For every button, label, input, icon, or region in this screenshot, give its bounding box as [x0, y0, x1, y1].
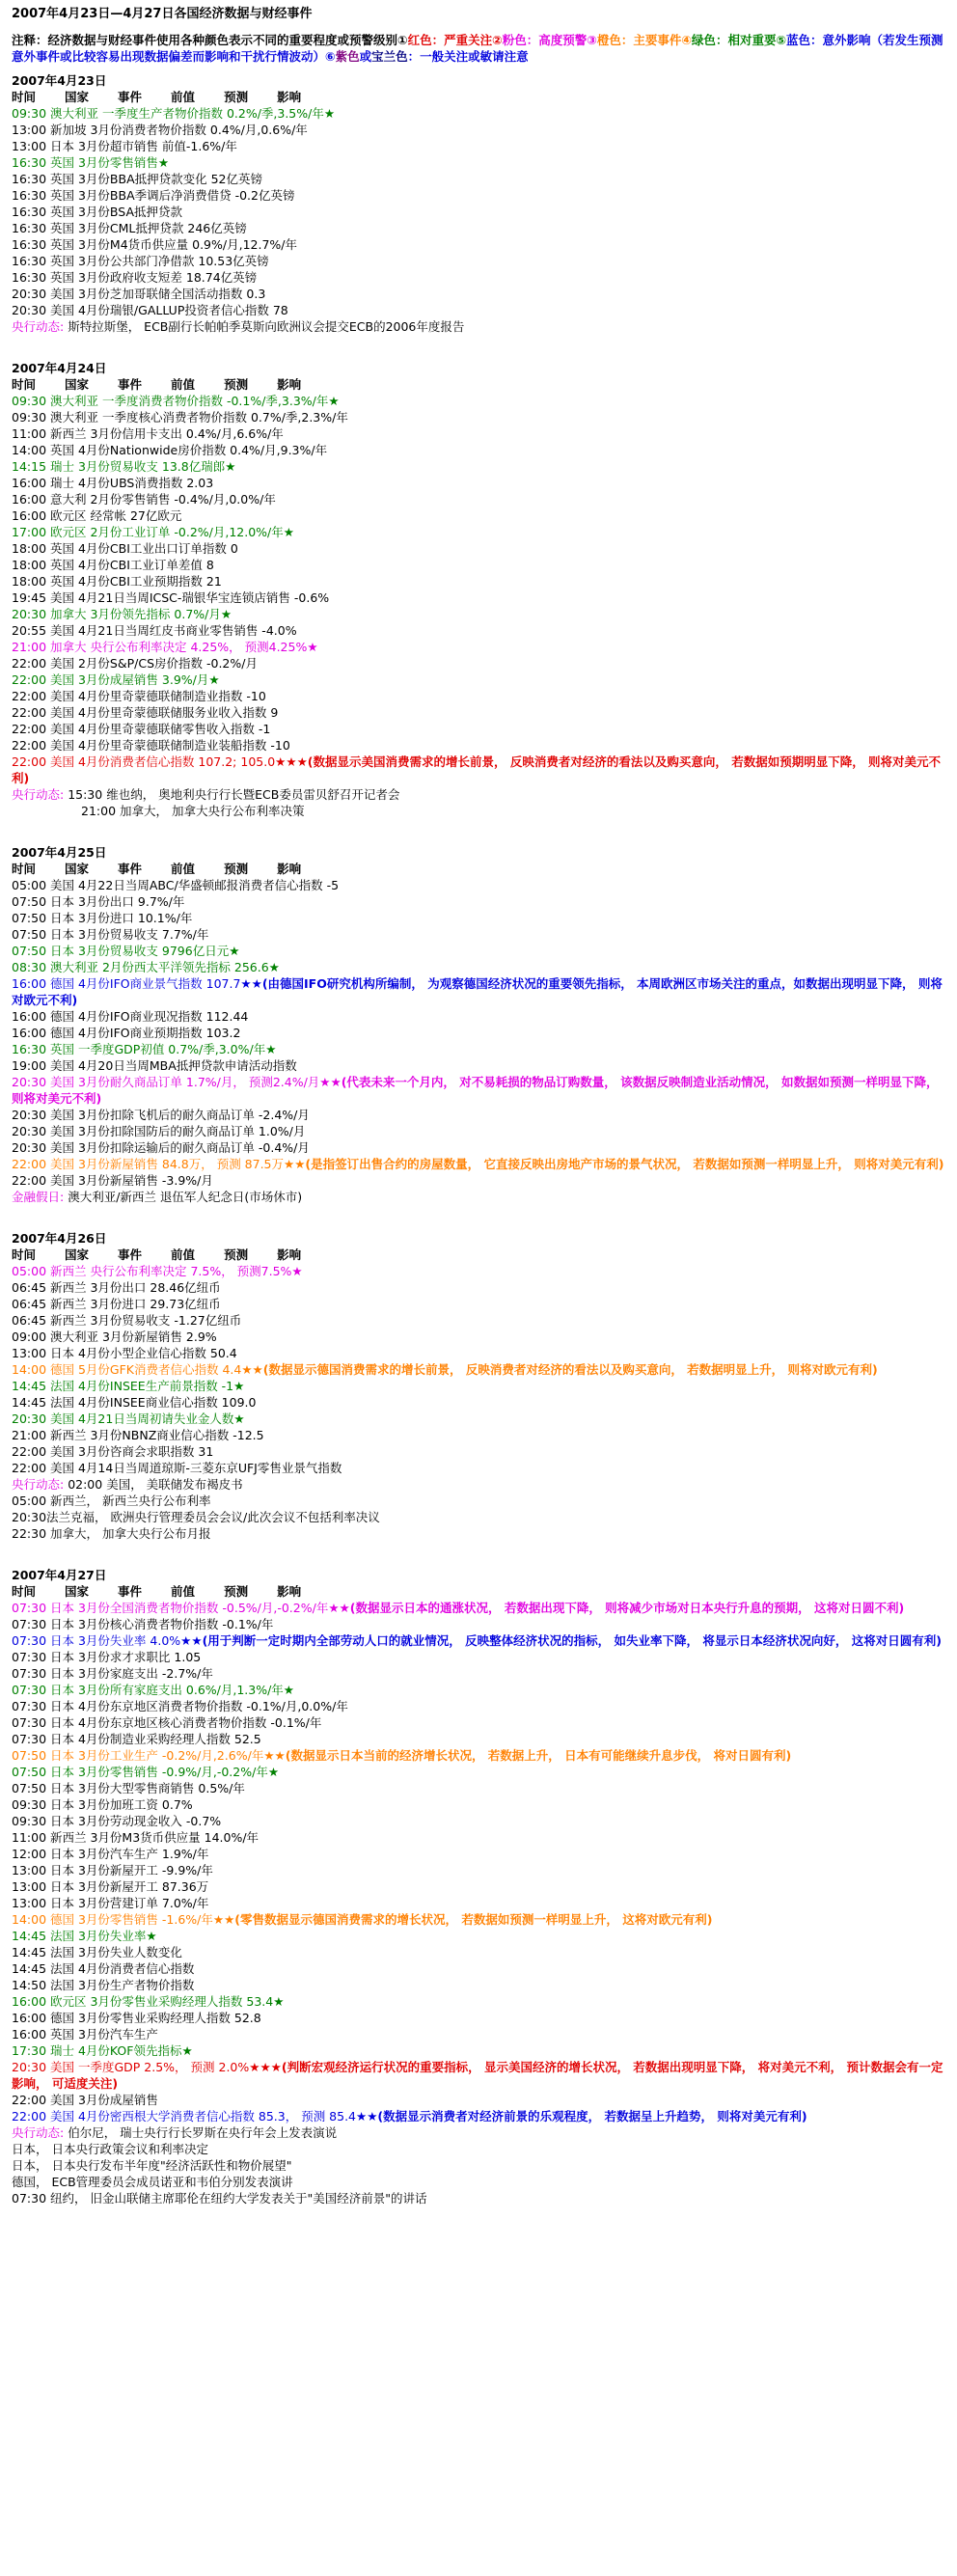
event-row: [12, 1139, 945, 1156]
day-date: 2007年4月25日: [12, 845, 107, 860]
event-text: 21:00 新西兰 3月份NBNZ商业信心指数 -12.5: [12, 1428, 264, 1442]
event-row: [12, 269, 945, 286]
event-row: [12, 1057, 945, 1074]
note-segment: ：相对重要⑤: [715, 33, 787, 47]
event-row: [12, 204, 945, 220]
event-text: 07:30 日本 4月份东京地区核心消费者物价指数 -0.1%/年: [12, 1715, 322, 1730]
header-cell: 国家: [65, 862, 90, 876]
event-text: 09:30 澳大利亚 一季度核心消费者物价指数 0.7%/季,2.3%/年: [12, 410, 348, 425]
event-row: [12, 1041, 945, 1057]
event-text: 16:30 英国 3月份BBA抵押贷款变化 52亿英镑: [12, 172, 263, 186]
event-row: [12, 1698, 945, 1714]
event-text: 22:00 美国 4月份密西根大学消费者信心指数 85.3， 预测 85.4★★: [12, 2109, 378, 2124]
event-text: 11:00 新西兰 3月份信用卡支出 0.4%/月,6.6%/年: [12, 426, 284, 441]
event-row: [12, 1008, 945, 1025]
event-row: [12, 1329, 945, 1345]
day-date: 2007年4月23日: [12, 73, 107, 88]
event-row: [12, 1025, 945, 1041]
event-row: [12, 1172, 945, 1189]
note-segment: 粉色: [502, 33, 527, 47]
event-text: 22:00 美国 4月份消费者信心指数 107.2; 105.0★★★: [12, 754, 308, 769]
dynamics-label: 央行动态:: [12, 1477, 65, 1492]
event-row: [12, 959, 945, 975]
dynamics-line: 07:30 纽约， 旧金山联储主席耶伦在纽约大学发表关于"美国经济前景"的讲话: [12, 2191, 427, 2206]
event-text: 18:00 英国 4月份CBI工业订单差值 8: [12, 558, 214, 572]
dynamics-text: 斯特拉斯堡， ECB副行长帕帕季莫斯向欧洲议会提交ECB的2006年度报告: [64, 319, 465, 334]
header-cell: 前值: [171, 1584, 196, 1599]
event-row: [12, 236, 945, 253]
event-text: 20:30 美国 4月21日当周初请失业金人数★: [12, 1411, 245, 1426]
event-row: [12, 2092, 945, 2108]
event-row: [12, 1411, 945, 1427]
event-comment: (判断宏观经济运行状况的重要指标， 显示美国经济的增长状况， 若数据出现明显下降， 将对美元不利， 预计数据会有一定影响， 可适度关注): [12, 2060, 943, 2091]
event-row: [12, 557, 945, 573]
event-text: 17:30 瑞士 4月份KOF领先指标★: [12, 2043, 193, 2058]
central-bank-dynamics: [12, 1476, 945, 1493]
header-cell: 前值: [171, 862, 196, 876]
event-text: 07:30 日本 3月份全国消费者物价指数 -0.5%/月,-0.2%/年★★: [12, 1601, 350, 1615]
event-text: 20:30 美国 4月份瑞银/GALLUP投资者信心指数 78: [12, 303, 288, 317]
event-text: 16:30 英国 一季度GDP初值 0.7%/季,3.0%/年★: [12, 1042, 277, 1056]
event-text: 16:00 欧元区 经常帐 27亿欧元: [12, 508, 182, 523]
event-text: 20:30 美国 3月份扣除飞机后的耐久商品订单 -2.4%/月: [12, 1108, 310, 1122]
column-header: [12, 89, 945, 105]
event-text: 20:30 加拿大 3月份领先指标 0.7%/月★: [12, 607, 232, 621]
header-cell: 预测: [224, 90, 249, 104]
event-text: 07:50 日本 3月份进口 10.1%/年: [12, 911, 193, 925]
note-segment: 红色: [407, 33, 432, 47]
note-segment: 或: [359, 49, 372, 64]
event-row: [12, 1361, 945, 1378]
header-cell: 国家: [65, 1247, 90, 1262]
event-text: 16:30 英国 3月份公共部门净借款 10.53亿英镑: [12, 254, 269, 268]
event-text: 07:30 日本 3月份求才求职比 1.05: [12, 1650, 202, 1664]
event-text: 09:30 日本 3月份加班工资 0.7%: [12, 1797, 193, 1812]
event-text: 07:30 日本 4月份制造业采购经理人指数 52.5: [12, 1732, 261, 1746]
event-row: [12, 737, 945, 754]
event-row: [12, 1993, 945, 2010]
event-row: [12, 1682, 945, 1698]
header-cell: 影响: [277, 377, 302, 392]
event-text: 14:45 法国 3月份失业人数变化: [12, 1945, 182, 1959]
event-row: [12, 589, 945, 606]
event-row: [12, 1796, 945, 1813]
event-row: [12, 425, 945, 442]
event-row: [12, 491, 945, 507]
header-cell: 事件: [118, 1584, 143, 1599]
event-text: 13:00 日本 4月份小型企业信心指数 50.4: [12, 1346, 237, 1360]
dynamics-text: 澳大利亚/新西兰 退伍军人纪念日(市场休市): [64, 1190, 303, 1204]
day-section: [12, 360, 945, 819]
event-text: 07:50 日本 3月份出口 9.7%/年: [12, 894, 185, 909]
header-cell: 国家: [65, 1584, 90, 1599]
event-row: [12, 409, 945, 425]
event-row: [12, 1747, 945, 1764]
dynamics-label: 央行动态:: [12, 787, 65, 802]
event-row: [12, 286, 945, 302]
event-text: 20:30 美国 3月份芝加哥联储全国活动指数 0.3: [12, 287, 266, 301]
event-text: 07:50 日本 3月份贸易收支 7.7%/年: [12, 927, 209, 942]
dynamics-line: 日本， 日本央行政策会议和利率决定: [12, 2142, 208, 2156]
event-text: 07:50 日本 3月份零售销售 -0.9%/月,-0.2%/年★: [12, 1765, 280, 1779]
event-text: 09:00 澳大利亚 3月份新屋销售 2.9%: [12, 1329, 217, 1344]
event-text: 20:30 美国 3月份扣除国防后的耐久商品订单 1.0%/月: [12, 1124, 306, 1138]
note-segment: ：一般关注或敏请注意: [407, 49, 529, 64]
event-text: 14:45 法国 4月份消费者信心指数: [12, 1961, 195, 1976]
event-row: [12, 1616, 945, 1632]
event-text: 06:45 新西兰 3月份出口 28.46亿纽币: [12, 1280, 221, 1295]
dynamics-text: 02:00 美国， 美联储发布褐皮书: [64, 1477, 243, 1492]
event-text: 09:30 澳大利亚 一季度生产者物价指数 0.2%/季,3.5%/年★: [12, 106, 336, 121]
event-row: [12, 1156, 945, 1172]
header-cell: 时间: [12, 90, 37, 104]
event-text: 05:00 美国 4月22日当周ABC/华盛顿邮报消费者信心指数 -5: [12, 878, 340, 892]
event-text: 16:30 英国 3月份零售销售★: [12, 155, 170, 170]
event-text: 16:00 英国 3月份汽车生产: [12, 2027, 158, 2042]
note-segment: ：高度预警③: [526, 33, 597, 47]
event-text: 22:00 美国 2月份S&P/CS房价指数 -0.2%/月: [12, 656, 258, 671]
event-text: 14:00 德国 5月份GFK消费者信心指数 4.4★★: [12, 1362, 263, 1377]
event-row: [12, 721, 945, 737]
event-text: 17:00 欧元区 2月份工业订单 -0.2%/月,12.0%/年★: [12, 525, 294, 539]
event-comment: (数据显示美国消费需求的增长前景， 反映消费者对经济的看法以及购买意向， 若数据如预期明显下降， 则将对美元不利): [12, 754, 942, 785]
header-cell: 预测: [224, 862, 249, 876]
header-cell: 影响: [277, 1584, 302, 1599]
header-cell: 国家: [65, 90, 90, 104]
event-row: [12, 1813, 945, 1829]
dynamics-line: 20:30法兰克福， 欧洲央行管理委员会会议/此次会议不包括利率决议: [12, 1510, 380, 1524]
header-cell: 预测: [224, 377, 249, 392]
header-cell: 影响: [277, 862, 302, 876]
event-text: 07:30 日本 3月份所有家庭支出 0.6%/月,1.3%/年★: [12, 1683, 295, 1697]
event-text: 06:45 新西兰 3月份贸易收支 -1.27亿纽币: [12, 1313, 242, 1328]
event-row: [12, 1960, 945, 1977]
day-date: 2007年4月26日: [12, 1231, 107, 1246]
event-row: [12, 302, 945, 318]
note-segment: 紫色: [335, 49, 360, 64]
event-text: 19:00 美国 4月20日当周MBA抵押贷款申请活动指数: [12, 1058, 297, 1073]
event-row: [12, 688, 945, 704]
event-text: 07:50 日本 3月份大型零售商销售 0.5%/年: [12, 1781, 245, 1795]
header-cell: 事件: [118, 377, 143, 392]
column-header: [12, 861, 945, 877]
event-text: 13:00 日本 3月份新屋开工 87.36万: [12, 1879, 209, 1894]
header-cell: 事件: [118, 90, 143, 104]
event-text: 22:00 美国 3月份咨商会求职指数 31: [12, 1444, 214, 1459]
note-segment: 绿色: [691, 33, 716, 47]
event-text: 16:30 英国 3月份政府收支短差 18.74亿英镑: [12, 270, 258, 285]
page-title: 2007年4月23日—4月27日各国经济数据与财经事件: [12, 7, 313, 21]
event-row: [12, 2108, 945, 2124]
event-text: 14:50 法国 3月份生产者物价指数: [12, 1978, 195, 1992]
note-segment: 蓝色: [786, 33, 811, 47]
event-text: 22:00 美国 3月份新屋销售 84.8万， 预测 87.5万★★: [12, 1157, 306, 1171]
day-date: 2007年4月27日: [12, 1568, 107, 1582]
event-text: 19:45 美国 4月21日当周ICSC-瑞银华宝连锁店销售 -0.6%: [12, 590, 330, 605]
event-text: 21:00 加拿大 央行公布利率决定 4.25%， 预测4.25%★: [12, 640, 318, 654]
event-row: [12, 1427, 945, 1443]
event-row: [12, 1263, 945, 1279]
header-cell: 时间: [12, 377, 37, 392]
event-text: 13:00 日本 3月份新屋开工 -9.9%/年: [12, 1863, 213, 1877]
dynamics-text: 伯尔尼， 瑞士央行行长罗斯在央行年会上发表演说: [64, 2125, 338, 2140]
header-cell: 前值: [171, 377, 196, 392]
event-row: [12, 2042, 945, 2059]
event-row: [12, 1312, 945, 1329]
event-comment: (用于判断一定时期内全部劳动人口的就业情况， 反映整体经济状况的指标， 如失业率下降， 将显示日本经济状况向好， 这将对日圆有利): [202, 1633, 942, 1648]
day-section: [12, 844, 945, 1205]
event-row: [12, 1977, 945, 1993]
event-row: [12, 1649, 945, 1665]
event-text: 16:00 德国 4月份IFO商业预期指数 103.2: [12, 1026, 241, 1040]
event-text: 22:00 美国 3月份成屋销售: [12, 2093, 158, 2107]
note-segment: 橙色: [596, 33, 621, 47]
event-row: [12, 154, 945, 171]
event-row: [12, 220, 945, 236]
event-row: [12, 1665, 945, 1682]
event-comment: (零售数据显示德国消费需求的增长状况， 若数据如预测一样明显上升， 这将对欧元有利): [234, 1912, 713, 1927]
header-cell: 事件: [118, 1247, 143, 1262]
central-bank-dynamics: [12, 786, 945, 803]
header-cell: 前值: [171, 90, 196, 104]
event-row: [12, 187, 945, 204]
dynamics-line: 21:00 加拿大， 加拿大央行公布利率决策: [81, 804, 305, 818]
header-cell: 影响: [277, 1247, 302, 1262]
event-text: 14:00 德国 3月份零售销售 -1.6%/年★★: [12, 1912, 235, 1927]
header-cell: 时间: [12, 1584, 37, 1599]
event-text: 16:00 瑞士 4月份UBS消费指数 2.03: [12, 476, 214, 490]
event-text: 18:00 英国 4月份CBI工业出口订单指数 0: [12, 541, 238, 556]
event-row: [12, 926, 945, 943]
event-text: 14:45 法国 4月份INSEE商业信心指数 109.0: [12, 1395, 257, 1410]
event-text: 16:30 英国 3月份CML抵押贷款 246亿英镑: [12, 221, 247, 235]
note-segment: 宝兰色: [371, 49, 408, 64]
event-row: [12, 910, 945, 926]
dynamics-label: 央行动态:: [12, 2125, 65, 2140]
event-text: 16:30 英国 3月份M4货币供应量 0.9%/月,12.7%/年: [12, 237, 297, 252]
event-row: [12, 1829, 945, 1846]
dynamics-label: 金融假日:: [12, 1190, 65, 1204]
event-row: [12, 105, 945, 122]
event-row: [12, 393, 945, 409]
day-date: 2007年4月24日: [12, 361, 107, 375]
event-row: [12, 1074, 945, 1107]
event-row: [12, 655, 945, 671]
event-comment: (数据显示德国消费需求的增长前景， 反映消费者对经济的看法以及购买意向， 若数据明显上升， 则将对欧元有利): [262, 1362, 878, 1377]
event-text: 16:00 德国 4月份IFO商业现况指数 112.44: [12, 1009, 249, 1024]
event-text: 16:00 欧元区 3月份零售业采购经理人指数 53.4★: [12, 1994, 285, 2009]
event-row: [12, 1107, 945, 1123]
event-row: [12, 138, 945, 154]
event-row: [12, 1394, 945, 1411]
event-row: [12, 1764, 945, 1780]
event-text: 09:30 日本 3月份劳动现金收入 -0.7%: [12, 1814, 222, 1828]
day-section: [12, 72, 945, 335]
event-row: [12, 1460, 945, 1476]
event-row: [12, 2059, 945, 2092]
event-text: 07:50 日本 3月份工业生产 -0.2%/月,2.6%/年★★: [12, 1748, 286, 1763]
event-row: [12, 975, 945, 1008]
event-text: 22:00 美国 3月份新屋销售 -3.9%/月: [12, 1173, 213, 1188]
event-text: 07:30 日本 3月份失业率 4.0%★★: [12, 1633, 203, 1648]
event-row: [12, 524, 945, 540]
dynamics-line: 22:30 加拿大， 加拿大央行公布月报: [12, 1526, 211, 1541]
days-container: [12, 72, 945, 2206]
event-row: [12, 1600, 945, 1616]
event-text: 22:00 美国 4月份里奇蒙德联储零售收入指数 -1: [12, 722, 271, 736]
legend-note: [12, 32, 945, 65]
event-row: [12, 1123, 945, 1139]
event-row: [12, 606, 945, 622]
event-row: [12, 1714, 945, 1731]
event-row: [12, 507, 945, 524]
event-comment: (由德国IFO研究机构所编制， 为观察德国经济状况的重要领先指标， 本周欧洲区市场关注的重点，如数据出现明显下降， 则将对欧元不利): [12, 976, 943, 1007]
event-row: [12, 877, 945, 893]
event-text: 16:30 英国 3月份BBA季调后净消费借贷 -0.2亿英镑: [12, 188, 295, 203]
column-header: [12, 1583, 945, 1600]
event-row: [12, 1443, 945, 1460]
event-text: 22:00 美国 4月14日当周道琼斯-三菱东京UFJ零售业景气指数: [12, 1461, 342, 1475]
event-text: 22:00 美国 4月份里奇蒙德联储服务业收入指数 9: [12, 705, 279, 720]
event-text: 12:00 日本 3月份汽车生产 1.9%/年: [12, 1847, 209, 1861]
central-bank-dynamics: [12, 318, 945, 335]
event-row: [12, 540, 945, 557]
event-text: 07:30 日本 4月份东京地区消费者物价指数 -0.1%/月,0.0%/年: [12, 1699, 348, 1713]
event-comment: (数据显示日本的通涨状况， 若数据出现下降， 则将减少市场对日本央行升息的预期， 这将对日圆不利): [349, 1601, 905, 1615]
central-bank-dynamics: [12, 1189, 945, 1205]
event-text: 08:30 澳大利亚 2月份西太平洋领先指标 256.6★: [12, 960, 280, 974]
event-text: 05:00 新西兰 央行公布利率决定 7.5%， 预测7.5%★: [12, 1264, 303, 1278]
column-header: [12, 1247, 945, 1263]
dynamics-line: 日本， 日本央行发布半年度"经济活跃性和物价展望": [12, 2158, 292, 2173]
header-cell: 时间: [12, 862, 37, 876]
event-comment: (是指签订出售合约的房屋数量， 它直接反映出房地产市场的景气状况， 若数据如预测一样明显上升， 则将对美元有利): [305, 1157, 944, 1171]
event-row: [12, 754, 945, 786]
event-row: [12, 639, 945, 655]
event-text: 13:00 新加坡 3月份消费者物价指数 0.4%/月,0.6%/年: [12, 123, 308, 137]
event-text: 16:00 意大利 2月份零售销售 -0.4%/月,0.0%/年: [12, 492, 276, 507]
event-text: 16:30 英国 3月份BSA抵押贷款: [12, 205, 182, 219]
event-comment: (数据显示消费者对经济前景的乐观程度， 若数据呈上升趋势， 则将对美元有利): [377, 2109, 807, 2124]
header-cell: 前值: [171, 1247, 196, 1262]
event-row: [12, 893, 945, 910]
event-text: 20:30 美国 一季度GDP 2.5%， 预测 2.0%★★★: [12, 2060, 282, 2074]
event-text: 07:30 日本 3月份家庭支出 -2.7%/年: [12, 1666, 213, 1681]
event-row: [12, 1878, 945, 1895]
event-text: 07:30 日本 3月份核心消费者物价指数 -0.1%/年: [12, 1617, 274, 1631]
event-text: 13:00 日本 3月份超市销售 前值-1.6%/年: [12, 139, 237, 153]
event-row: [12, 253, 945, 269]
event-row: [12, 1378, 945, 1394]
dynamics-line: 德国， ECB管理委员会成员诺亚和韦伯分别发表演讲: [12, 2175, 293, 2189]
event-text: 11:00 新西兰 3月份M3货币供应量 14.0%/年: [12, 1830, 260, 1845]
event-row: [12, 1345, 945, 1361]
day-section: [12, 1230, 945, 1542]
event-row: [12, 573, 945, 589]
event-text: 16:00 德国 4月份IFO商业景气指数 107.7★★: [12, 976, 262, 991]
event-row: [12, 171, 945, 187]
event-row: [12, 1780, 945, 1796]
header-cell: 预测: [224, 1584, 249, 1599]
event-row: [12, 1296, 945, 1312]
header-cell: 时间: [12, 1247, 37, 1262]
event-text: 20:30 美国 3月份耐久商品订单 1.7%/月， 预测2.4%/月★★: [12, 1075, 342, 1089]
column-header: [12, 376, 945, 393]
event-text: 14:45 法国 4月份INSEE生产前景指数 -1★: [12, 1379, 245, 1393]
event-text: 14:00 英国 4月份Nationwide房价指数 0.4%/月,9.3%/年: [12, 443, 328, 457]
event-text: 07:50 日本 3月份贸易收支 9796亿日元★: [12, 944, 240, 958]
event-text: 09:30 澳大利亚 一季度消费者物价指数 -0.1%/季,3.3%/年★: [12, 394, 340, 408]
header-cell: 国家: [65, 377, 90, 392]
event-text: 13:00 日本 3月份营建订单 7.0%/年: [12, 1896, 209, 1910]
event-row: [12, 442, 945, 458]
note-segment: 注释：经济数据与财经事件使用各种颜色表示不同的重要程度或预警级别①: [12, 33, 408, 47]
event-row: [12, 2026, 945, 2042]
central-bank-dynamics: [12, 2124, 945, 2141]
event-row: [12, 1279, 945, 1296]
event-row: [12, 458, 945, 475]
event-text: 20:30 美国 3月份扣除运输后的耐久商品订单 -0.4%/月: [12, 1140, 310, 1155]
event-row: [12, 2010, 945, 2026]
event-row: [12, 1846, 945, 1862]
day-section: [12, 1567, 945, 2206]
header-cell: 预测: [224, 1247, 249, 1262]
event-comment: (数据显示日本当前的经济增长状况， 若数据上升， 日本有可能继续升息步伐， 将对日圆有利): [285, 1748, 792, 1763]
event-row: [12, 1731, 945, 1747]
event-text: 16:00 德国 3月份零售业采购经理人指数 52.8: [12, 2011, 261, 2025]
event-comment: (代表未来一个月内， 对不易耗损的物品订购数量， 该数据反映制造业活动情况， 如数据如预测一样明显下降， 则将对美元不利): [12, 1075, 939, 1106]
header-cell: 影响: [277, 90, 302, 104]
header-cell: 事件: [118, 862, 143, 876]
dynamics-label: 央行动态:: [12, 319, 65, 334]
event-row: [12, 1632, 945, 1649]
event-row: [12, 122, 945, 138]
note-segment: ：主要事件④: [620, 33, 692, 47]
event-text: 06:45 新西兰 3月份进口 29.73亿纽币: [12, 1297, 221, 1311]
event-row: [12, 1911, 945, 1928]
event-text: 14:45 法国 3月份失业率★: [12, 1929, 157, 1943]
event-row: [12, 671, 945, 688]
event-row: [12, 622, 945, 639]
event-text: 18:00 英国 4月份CBI工业预期指数 21: [12, 574, 222, 589]
note-segment: ：意外影响（若发生预测意外事件或比较容易出现数据偏差而影响和干扰行情波动）⑥: [12, 33, 943, 64]
note-segment: ：严重关注②: [431, 33, 503, 47]
event-row: [12, 704, 945, 721]
event-row: [12, 1944, 945, 1960]
event-text: 22:00 美国 4月份里奇蒙德联储制造业指数 -10: [12, 689, 266, 703]
event-row: [12, 1895, 945, 1911]
event-row: [12, 475, 945, 491]
event-row: [12, 1862, 945, 1878]
dynamics-line: 05:00 新西兰， 新西兰央行公布利率: [12, 1494, 211, 1508]
event-text: 22:00 美国 3月份成屋销售 3.9%/月★: [12, 672, 220, 687]
event-text: 14:15 瑞士 3月份贸易收支 13.8亿瑞郎★: [12, 459, 236, 474]
event-row: [12, 1928, 945, 1944]
event-row: [12, 943, 945, 959]
dynamics-text: 15:30 维也纳， 奥地利央行行长暨ECB委员雷贝舒召开记者会: [64, 787, 400, 802]
event-text: 20:55 美国 4月21日当周红皮书商业零售销售 -4.0%: [12, 623, 297, 638]
event-text: 22:00 美国 4月份里奇蒙德联储制造业装船指数 -10: [12, 738, 290, 753]
